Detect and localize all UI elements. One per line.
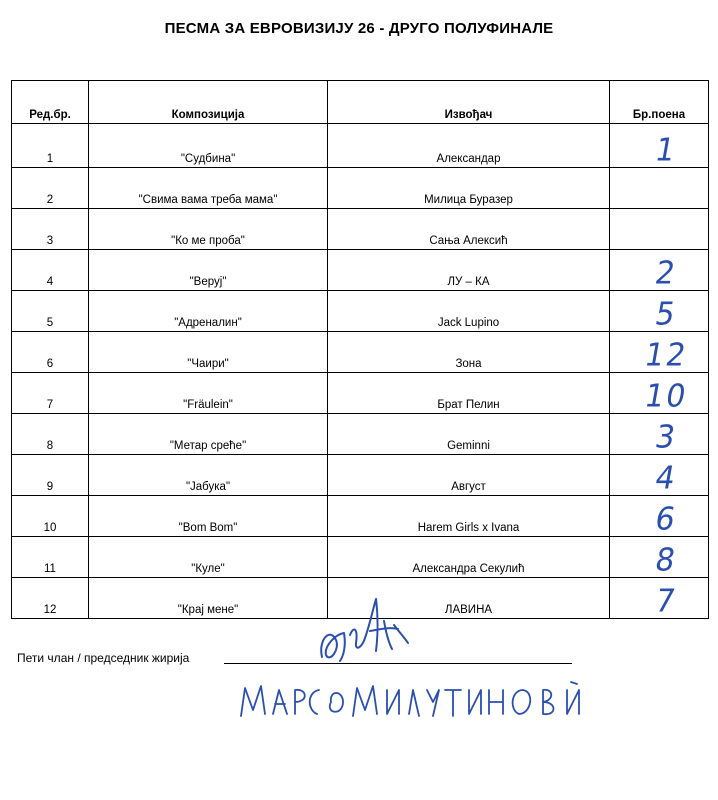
row-points: [610, 537, 709, 578]
row-song: "Крај мене": [89, 578, 328, 619]
row-number: 1: [12, 124, 89, 168]
row-number: 8: [12, 414, 89, 455]
handwritten-name: [233, 676, 593, 726]
row-points: [610, 332, 709, 373]
row-artist: Александра Секулић: [328, 537, 610, 578]
row-artist: Сања Алексић: [328, 209, 610, 250]
row-number: 12: [12, 578, 89, 619]
table-row: [12, 209, 709, 250]
row-artist: ЛУ – КА: [328, 250, 610, 291]
row-song: "Куле": [89, 537, 328, 578]
row-artist: Август: [328, 455, 610, 496]
header-artist: Извођач: [328, 81, 610, 124]
handwritten-points: 1: [652, 132, 680, 169]
handwritten-points: 4: [652, 460, 680, 497]
row-artist: Александар: [328, 124, 610, 168]
row-song: "Ко ме проба": [89, 209, 328, 250]
row-points: [610, 578, 709, 619]
row-points: [610, 124, 709, 168]
signature-label: Пети члан / председник жирија: [17, 651, 190, 665]
row-number: 4: [12, 250, 89, 291]
row-artist: Зона: [328, 332, 610, 373]
row-number: 11: [12, 537, 89, 578]
table-row: [12, 124, 709, 168]
row-points: [610, 373, 709, 414]
row-number: 6: [12, 332, 89, 373]
row-song: "Јабука": [89, 455, 328, 496]
row-song: "Веруј": [89, 250, 328, 291]
row-points: [610, 291, 709, 332]
handwritten-points: 7: [652, 583, 680, 620]
handwritten-points: 6: [652, 501, 680, 538]
row-number: 3: [12, 209, 89, 250]
row-artist: Jack Lupino: [328, 291, 610, 332]
row-points: [610, 250, 709, 291]
row-artist: Брат Пелин: [328, 373, 610, 414]
row-artist: Harem Girls x Ivana: [328, 496, 610, 537]
header-song: Композиција: [89, 81, 328, 124]
table-row: [12, 455, 709, 496]
header-number: Ред.бр.: [12, 81, 89, 124]
table-row: [12, 414, 709, 455]
table-row: [12, 291, 709, 332]
row-number: 5: [12, 291, 89, 332]
table-row: [12, 373, 709, 414]
row-song: "Адреналин": [89, 291, 328, 332]
table-row: [12, 332, 709, 373]
handwritten-points: 5: [652, 296, 680, 333]
row-points: [610, 209, 709, 250]
handwritten-points: 2: [652, 255, 680, 292]
row-song: "Метар среће": [89, 414, 328, 455]
row-number: 10: [12, 496, 89, 537]
row-points: [610, 168, 709, 209]
handwritten-points: 3: [652, 419, 680, 456]
row-song: "Судбина": [89, 124, 328, 168]
handwritten-points: 8: [652, 542, 680, 579]
table-row: [12, 250, 709, 291]
row-number: 9: [12, 455, 89, 496]
row-song: "Fräulein": [89, 373, 328, 414]
row-number: 7: [12, 373, 89, 414]
row-number: 2: [12, 168, 89, 209]
handwritten-points: 10: [641, 378, 691, 415]
row-points: [610, 496, 709, 537]
row-points: [610, 455, 709, 496]
row-points: [610, 414, 709, 455]
table-header-row: [12, 81, 709, 124]
row-artist: ЛАВИНА: [328, 578, 610, 619]
row-artist: Geminni: [328, 414, 610, 455]
row-artist: Милица Буразер: [328, 168, 610, 209]
handwritten-points: 12: [641, 337, 691, 374]
score-table: [11, 80, 709, 619]
document-title: ПЕСМА ЗА ЕВРОВИЗИЈУ 26 - ДРУГО ПОЛУФИНАЛЕ: [164, 20, 554, 37]
table-row: [12, 168, 709, 209]
handwritten-signature: [300, 585, 420, 675]
row-song: "Свима вама треба мама": [89, 168, 328, 209]
row-song: "Bom Bom": [89, 496, 328, 537]
table-row: [12, 496, 709, 537]
header-points: Бр.поена: [610, 81, 709, 124]
table-row: [12, 537, 709, 578]
row-song: "Чаири": [89, 332, 328, 373]
